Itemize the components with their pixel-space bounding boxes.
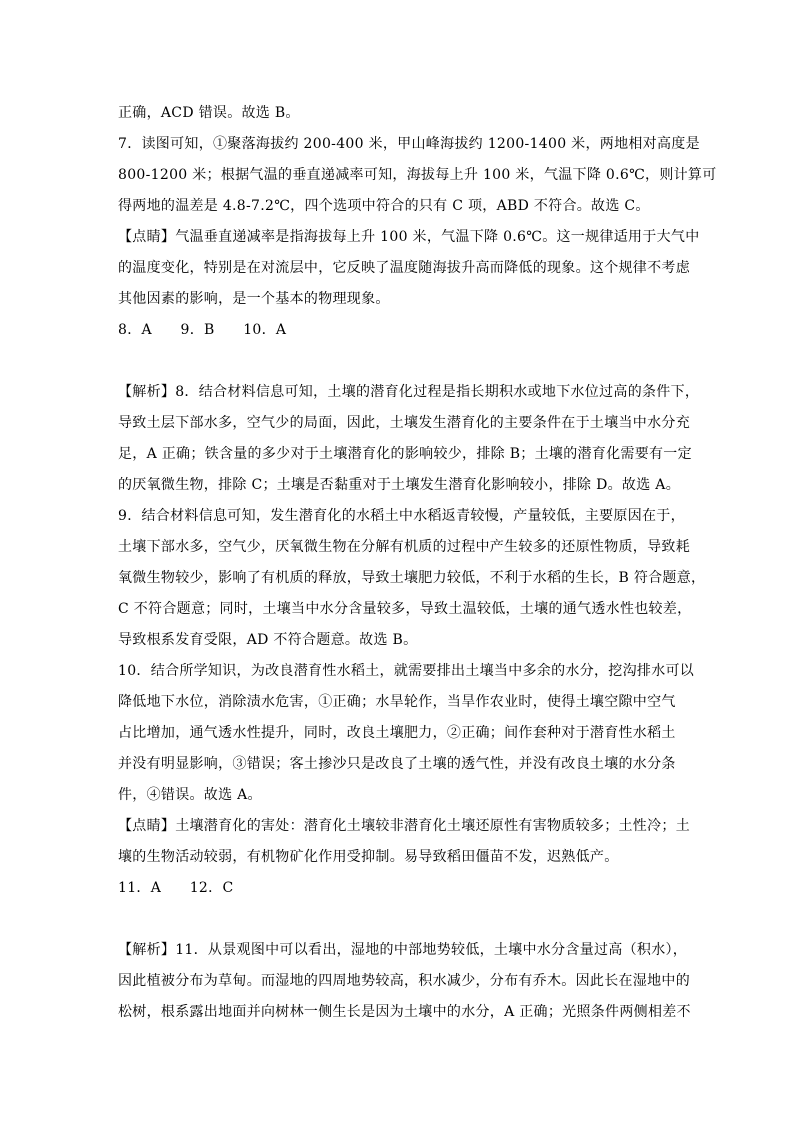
text-line: 件，④错误。故选 A。 xyxy=(118,787,262,803)
text-line: 导致根系发育受限，AD 不符合题意。故选 B。 xyxy=(118,632,418,648)
text-line: 正确，ACD 错误。故选 B。 xyxy=(118,105,300,121)
text-line: 其他因素的影响，是一个基本的物理现象。 xyxy=(118,291,390,307)
text-line: 的温度变化，特别是在对流层中，它反映了温度随海拔升高而降低的现象。这个规律不考虑 xyxy=(118,260,690,276)
text-line: 导致土层下部水多，空气少的局面，因此，土壤发生潜育化的主要条件在于土壤当中水分充 xyxy=(118,415,690,431)
blank-line xyxy=(118,904,684,935)
text-line: 因此植被分布为草甸。而湿地的四周地势较高，积水减少，分布有乔木。因此长在湿地中的 xyxy=(118,973,690,989)
text-line: 并没有明显影响，③错误；客土掺沙只是改良了土壤的透气性，并没有改良土壤的水分条 xyxy=(118,756,676,772)
answer-key-line: 11．A 12．C xyxy=(118,880,234,896)
text-line: 壤的生物活动较弱，有机物矿化作用受抑制。易导致稻田僵苗不发，迟熟低产。 xyxy=(118,849,619,865)
text-line: 占比增加，通气透水性提升，同时，改良土壤肥力，②正确；间作套种对于潜育性水稻土 xyxy=(118,725,676,741)
tip-line: 【点睛】土壤潜育化的害处：潜育化土壤较非潜育化土壤还原性有害物质较多；土性冷；土 xyxy=(118,818,690,834)
text-line: 足，A 正确；铁含量的多少对于土壤潜育化的影响较少，排除 B；土壤的潜育化需要有一定 xyxy=(118,446,692,462)
text-line: 降低地下水位，消除渍水危害，①正确；水旱轮作，当旱作农业时，使得土壤空隙中空气 xyxy=(118,694,676,710)
answer-7-line: 7．读图可知，①聚落海拔约 200-400 米，甲山峰海拔约 1200-1400 米，两地相对高度是 xyxy=(118,136,700,152)
blank-line xyxy=(118,346,684,377)
text-line: 氧微生物较少，影响了有机质的释放，导致土壤肥力较低，不利于水稻的生长，B 符合题意， xyxy=(118,570,706,586)
text-line: 800-1200 米；根据气温的垂直递减率可知，海拔每上升 100 米，气温下降 0.6℃，则计算可 xyxy=(118,167,717,183)
answer-key-line: 8．A 9．B 10．A xyxy=(118,322,287,338)
answer-9-line: 9．结合材料信息可知，发生潜育化的水稻土中水稻返青较慢，产量较低，主要原因在于， xyxy=(118,508,685,524)
analysis-line: 【解析】8．结合材料信息可知，土壤的潜育化过程是指长期积水或地下水位过高的条件下， xyxy=(118,384,700,400)
answer-10-line: 10．结合所学知识，为改良潜育性水稻土，就需要排出土壤当中多余的水分，挖沟排水可以 xyxy=(118,663,695,679)
text-line: 松树，根系露出地面并向树林一侧生长是因为土壤中的水分，A 正确；光照条件两侧相差不 xyxy=(118,1004,691,1020)
document-page xyxy=(118,98,717,1028)
text-line: C 不符合题意；同时，土壤当中水分含量较多，导致土温较低，土壤的通气透水性也较差， xyxy=(118,601,692,617)
analysis-line: 【解析】11．从景观图中可以看出，湿地的中部地势较低，土壤中水分含量过高（积水）， xyxy=(118,942,688,958)
text-line: 的厌氧微生物，排除 C；土壤是否黏重对于土壤发生潜育化影响较小，排除 D。故选 A。 xyxy=(118,477,680,493)
tip-line: 【点睛】气温垂直递减率是指海拔每上升 100 米，气温下降 0.6℃。这一规律适用于大气中 xyxy=(118,229,700,245)
text-line: 土壤下部水多，空气少，厌氧微生物在分解有机质的过程中产生较多的还原性物质，导致耗 xyxy=(118,539,690,555)
text-line: 得两地的温差是 4.8-7.2℃，四个选项中符合的只有 C 项，ABD 不符合。故选 C。 xyxy=(118,198,650,214)
